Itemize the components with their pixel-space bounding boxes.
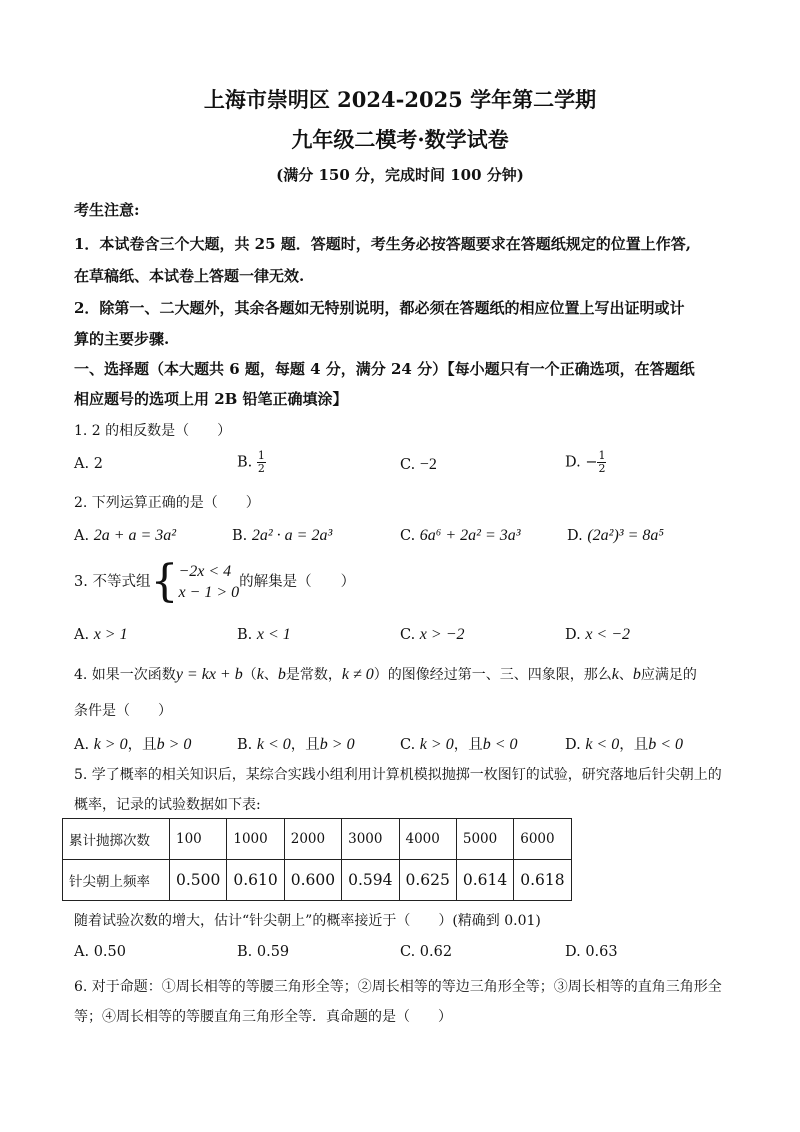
q3-option-c bbox=[400, 626, 465, 644]
q4-text-part: 4. 如果一次函数 bbox=[74, 667, 176, 683]
option-label: B. bbox=[237, 627, 253, 643]
table-row bbox=[63, 860, 572, 901]
q2-stem: 2. 下列运算正确的是（ ） bbox=[74, 495, 260, 511]
numerator: 1 bbox=[598, 449, 606, 462]
variable-b: b bbox=[632, 666, 641, 683]
q3-stem bbox=[74, 556, 356, 607]
q4-stem-line2: 条件是（ ） bbox=[74, 703, 172, 719]
table-cell: 0.610 bbox=[227, 860, 284, 901]
option-label: A. bbox=[74, 627, 90, 643]
table-cell: 0.614 bbox=[456, 860, 513, 901]
table-cell: 0.618 bbox=[514, 860, 571, 901]
q5-option-a bbox=[74, 944, 126, 960]
table-cell: 100 bbox=[170, 819, 227, 860]
option-text: x < 1 bbox=[256, 626, 291, 643]
q1-option-a bbox=[74, 456, 103, 472]
notice-item2-line1: 2．除第一、二大题外，其余各题如无特别说明，都必须在答题纸的相应位置上写出证明或计 bbox=[74, 299, 685, 317]
q4-option-c bbox=[400, 733, 518, 754]
q5-option-b bbox=[237, 944, 289, 960]
option-label: D. bbox=[567, 528, 583, 544]
q3-stem-prefix: 3. 不等式组 bbox=[74, 574, 151, 590]
minus-sign: − bbox=[585, 454, 598, 471]
table-cell: 5000 bbox=[456, 819, 513, 860]
option-label: D. bbox=[565, 737, 581, 753]
function-expression: y = kx + b bbox=[175, 666, 243, 683]
denominator: 2 bbox=[598, 462, 606, 475]
q3-stem-suffix: 的解集是（ ） bbox=[239, 574, 356, 590]
q6-stem-line2: 等；④周长相等的等腰直角三角形全等．真命题的是（ ） bbox=[74, 1009, 452, 1025]
q4-text-part: 、 bbox=[263, 667, 278, 683]
option-math: k < 0 bbox=[256, 736, 291, 753]
section1-line2: 相应题号的选项上用 2B 铅笔正确填涂】 bbox=[74, 390, 348, 408]
q3-option-a bbox=[74, 626, 128, 644]
option-text: 0.59 bbox=[256, 944, 290, 960]
q4-text-part: 、 bbox=[618, 667, 633, 683]
table-row bbox=[63, 819, 572, 860]
exam-subtitle: (满分 150 分，完成时间 100 分钟) bbox=[276, 166, 524, 184]
option-label: D. bbox=[565, 627, 581, 643]
option-label: B. bbox=[232, 528, 248, 544]
option-label: B. bbox=[237, 944, 253, 960]
inequality-2: x − 1 > 0 bbox=[178, 584, 240, 601]
option-label: B. bbox=[237, 737, 253, 753]
option-math: k < 0 bbox=[585, 736, 620, 753]
k-condition: k ≠ 0 bbox=[341, 666, 374, 683]
q5-after-table: 随着试验次数的增大，估计“针尖朝上”的概率接近于（ ）(精确到 0.01) bbox=[74, 913, 541, 929]
q1-option-c bbox=[400, 456, 437, 474]
option-label: C. bbox=[400, 528, 416, 544]
fraction bbox=[257, 450, 266, 475]
fraction bbox=[597, 450, 606, 475]
q5-stem-line1: 5. 学了概率的相关知识后，某综合实践小组利用计算机模拟抛掷一枚图钉的试验，研究落地后针尖朝上的 bbox=[74, 767, 722, 783]
notice-heading: 考生注意: bbox=[74, 201, 140, 219]
q5-option-d bbox=[565, 944, 618, 960]
option-text: 0.63 bbox=[585, 944, 618, 960]
left-brace: { bbox=[150, 556, 179, 607]
q4-text-part: 是常数， bbox=[285, 667, 342, 683]
q3-option-b bbox=[237, 626, 291, 644]
table-cell: 6000 bbox=[514, 819, 571, 860]
option-math: b < 0 bbox=[648, 736, 684, 753]
option-math: b > 0 bbox=[156, 736, 192, 753]
q2-option-d bbox=[567, 527, 664, 545]
table-cell: 2000 bbox=[284, 819, 341, 860]
trial-data-table bbox=[62, 818, 572, 901]
numerator: 1 bbox=[257, 449, 265, 462]
option-text: (2a²)³ = 8a⁵ bbox=[587, 527, 664, 544]
notice-item1-line2: 在草稿纸、本试卷上答题一律无效. bbox=[74, 267, 305, 285]
q4-option-d bbox=[565, 733, 683, 754]
table-cell: 0.500 bbox=[170, 860, 227, 901]
q6-stem-line1: 6. 对于命题：①周长相等的等腰三角形全等；②周长相等的等边三角形全等；③周长相等的直角三角形全 bbox=[74, 979, 722, 995]
option-text: 2 bbox=[93, 456, 103, 472]
notice-item1-line1: 1．本试卷含三个大题，共 25 题．答题时，考生务必按答题要求在答题纸规定的位置上作答, bbox=[74, 235, 691, 253]
q1-stem: 1. 2 的相反数是（ ） bbox=[74, 423, 232, 439]
option-math: k > 0 bbox=[93, 736, 128, 753]
option-label: C. bbox=[400, 737, 416, 753]
option-sep: ，且 bbox=[453, 737, 483, 753]
exam-title-line1: 上海市崇明区 2024-2025 学年第二学期 bbox=[203, 87, 597, 112]
q5-stem-line2: 概率，记录的试验数据如下表: bbox=[74, 797, 261, 813]
q4-option-b bbox=[237, 733, 355, 754]
notice-item2-line2: 算的主要步骤. bbox=[74, 330, 170, 348]
option-label: B. bbox=[237, 454, 253, 471]
table-cell: 0.594 bbox=[342, 860, 399, 901]
option-text: 6a⁶ + 2a² = 3a³ bbox=[419, 527, 521, 544]
option-label: C. bbox=[400, 944, 416, 960]
option-text: 2a + a = 3a² bbox=[93, 527, 177, 544]
denominator: 2 bbox=[257, 462, 265, 475]
option-label: D. bbox=[565, 944, 581, 960]
option-text: −2 bbox=[419, 456, 437, 473]
q4-text-part: 应满足的 bbox=[640, 667, 697, 683]
option-sep: ，且 bbox=[290, 737, 320, 753]
option-label: D. bbox=[565, 454, 581, 471]
inequality-system bbox=[178, 561, 239, 603]
option-sep: ，且 bbox=[619, 737, 649, 753]
option-label: C. bbox=[400, 627, 416, 643]
table-cell: 0.600 bbox=[284, 860, 341, 901]
option-text: 0.50 bbox=[93, 944, 126, 960]
option-sep: ，且 bbox=[127, 737, 157, 753]
section1-line1: 一、选择题（本大题共 6 题，每题 4 分，满分 24 分）【每小题只有一个正确选项，在答题纸 bbox=[74, 360, 695, 378]
q4-option-a bbox=[74, 733, 191, 754]
inequality-1: −2x < 4 bbox=[178, 563, 232, 580]
q4-text-part: ）的图像经过第一、三、四象限，那么 bbox=[373, 667, 612, 683]
option-text: 0.62 bbox=[419, 944, 453, 960]
option-label: A. bbox=[74, 456, 90, 472]
option-text: 2a² · a = 2a³ bbox=[251, 527, 333, 544]
option-label: A. bbox=[74, 737, 90, 753]
variable-b: b bbox=[277, 666, 286, 683]
q2-option-b bbox=[232, 527, 332, 545]
table-cell: 0.625 bbox=[399, 860, 456, 901]
option-text: x < −2 bbox=[585, 626, 631, 643]
row-header: 累计抛掷次数 bbox=[63, 819, 170, 860]
option-math: b < 0 bbox=[482, 736, 518, 753]
option-label: A. bbox=[74, 944, 90, 960]
variable-k: k bbox=[256, 666, 264, 683]
variable-k: k bbox=[611, 666, 619, 683]
q1-option-d bbox=[565, 450, 606, 475]
option-text: x > −2 bbox=[419, 626, 465, 643]
q4-stem-line1 bbox=[74, 664, 734, 684]
option-math: b > 0 bbox=[319, 736, 355, 753]
table-cell: 1000 bbox=[227, 819, 284, 860]
row-header: 针尖朝上频率 bbox=[63, 860, 170, 901]
option-label: A. bbox=[74, 528, 90, 544]
q5-option-c bbox=[400, 944, 452, 960]
table-cell: 3000 bbox=[342, 819, 399, 860]
option-text: x > 1 bbox=[93, 626, 128, 643]
q2-option-c bbox=[400, 527, 521, 545]
q3-option-d bbox=[565, 626, 630, 644]
table-cell: 4000 bbox=[399, 819, 456, 860]
q2-option-a bbox=[74, 527, 176, 545]
q1-option-b bbox=[237, 450, 266, 475]
q4-text-part: （ bbox=[242, 667, 257, 683]
exam-title-line2: 九年级二模考·数学试卷 bbox=[291, 127, 509, 152]
option-label: C. bbox=[400, 457, 416, 473]
option-math: k > 0 bbox=[419, 736, 454, 753]
